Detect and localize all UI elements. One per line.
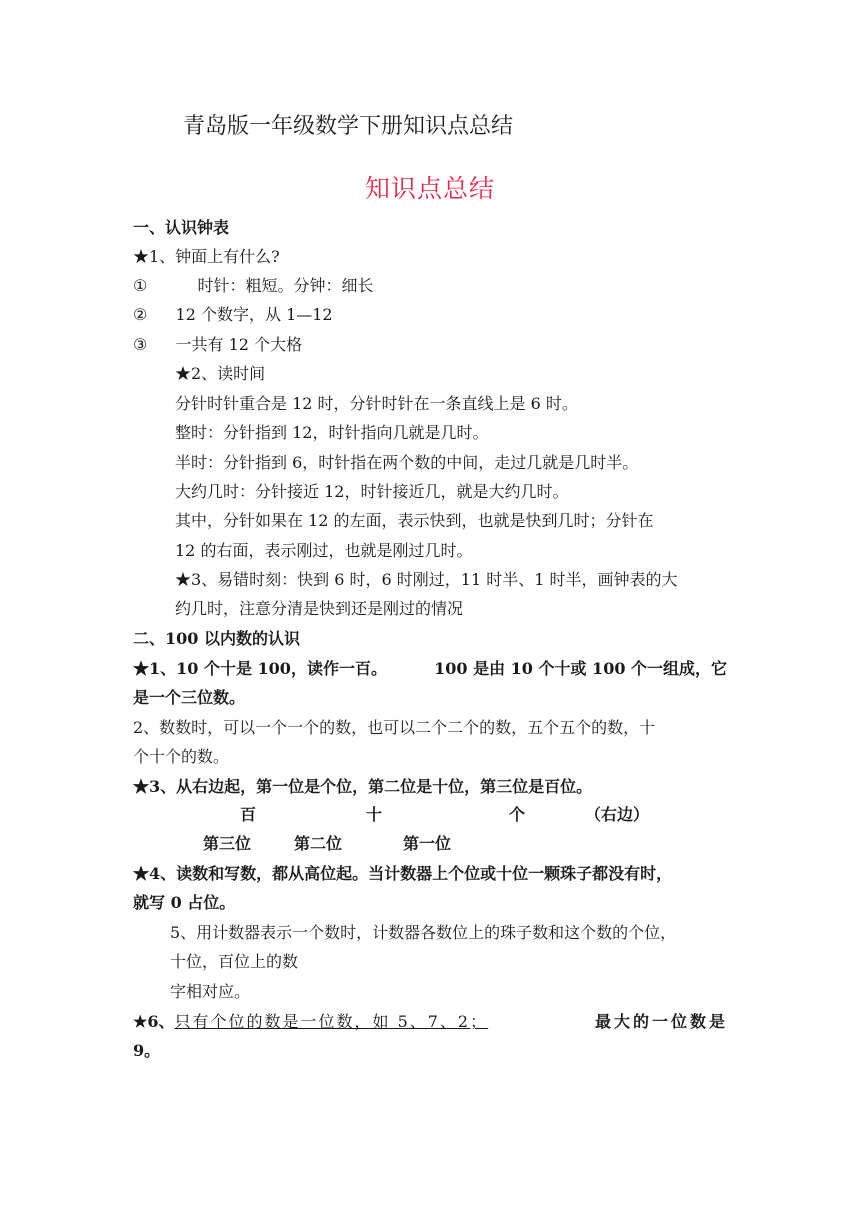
paragraph-line: 大约几时：分针接近 12，时针接近几，就是大约几时。 <box>175 482 569 501</box>
position-label-third: 第三位 <box>203 834 252 853</box>
point1-part-a: ★1、10 个十是 100，读作一百。 <box>133 659 387 678</box>
paragraph-line: ★3、从右边起，第一位是个位，第二位是十位，第三位是百位。 <box>133 777 593 796</box>
point1-part-b: 100 是由 10 个十或 100 个一组成，它 <box>434 659 728 678</box>
list-item-text: 一共有 12 个大格 <box>175 335 303 354</box>
section1-q1: ★1、钟面上有什么? <box>133 247 280 266</box>
paragraph-line: 十位，百位上的数 <box>170 952 299 971</box>
section2-heading: 二、100 以内数的认识 <box>133 629 300 648</box>
paragraph-line: ★4、读数和写数，都从高位起。当计数器上个位或十位一颗珠子都没有时， <box>133 864 673 883</box>
section-red-title: 知识点总结 <box>364 174 495 203</box>
paragraph-line: 字相对应。 <box>170 982 251 1001</box>
list-marker: ① <box>133 276 148 295</box>
place-label-hundreds: 百 <box>240 805 257 824</box>
paragraph-line <box>133 657 728 681</box>
list-item-text: 12 个数字，从 1—12 <box>175 305 333 324</box>
section1-heading: 一、认识钟表 <box>133 218 230 237</box>
list-marker: ③ <box>133 335 148 354</box>
list-item <box>133 274 374 298</box>
paragraph-line: 12 的右面，表示刚过，也就是刚过几时。 <box>175 541 473 560</box>
position-label-second: 第二位 <box>294 834 343 853</box>
point6-right-text: 最大的一位数是 <box>594 1012 728 1031</box>
paragraph-line: 约几时，注意分清是快到还是刚过的情况 <box>175 599 464 618</box>
paragraph-line <box>133 1010 728 1034</box>
place-label-tens: 十 <box>366 805 383 824</box>
section1-q2: ★2、读时间 <box>175 364 266 383</box>
document-title: 青岛版一年级数学下册知识点总结 <box>183 114 514 139</box>
list-marker: ② <box>133 305 148 324</box>
point6-underlined-text: 只有个位的数是一位数，如 5、7、2； <box>174 1012 489 1031</box>
position-label-first: 第一位 <box>403 834 452 853</box>
place-label-right: （右边） <box>585 805 650 824</box>
paragraph-line: 整时：分针指到 12，时针指向几就是几时。 <box>175 423 489 442</box>
place-label-ones: 个 <box>509 805 526 824</box>
list-item <box>133 303 333 327</box>
paragraph-line: 就写 0 占位。 <box>133 893 236 912</box>
paragraph-line: 其中，分针如果在 12 的左面，表示快到，也就是快到几时；分针在 <box>175 511 654 530</box>
paragraph-line: 2、数数时，可以一个一个的数，也可以二个二个的数，五个五个的数，十 <box>133 718 656 737</box>
point6-prefix: ★6、 <box>133 1012 175 1031</box>
list-item <box>133 333 302 357</box>
paragraph-line: ★3、易错时刻：快到 6 时，6 时刚过，11 时半、1 时半，画钟表的大 <box>175 570 678 589</box>
paragraph-line: 是一个三位数。 <box>133 688 246 707</box>
paragraph-line: 个十个的数。 <box>133 747 230 766</box>
paragraph-line: 9。 <box>133 1041 161 1060</box>
list-item-text: 时针：粗短。分钟：细长 <box>197 276 374 295</box>
paragraph-line: 5、用计数器表示一个数时，计数器各数位上的珠子数和这个数的个位， <box>170 923 677 942</box>
paragraph-line: 分针时针重合是 12 时，分针时针在一条直线上是 6 时。 <box>175 394 578 413</box>
paragraph-line: 半时：分针指到 6，时针指在两个数的中间，走过几就是几时半。 <box>175 453 639 472</box>
